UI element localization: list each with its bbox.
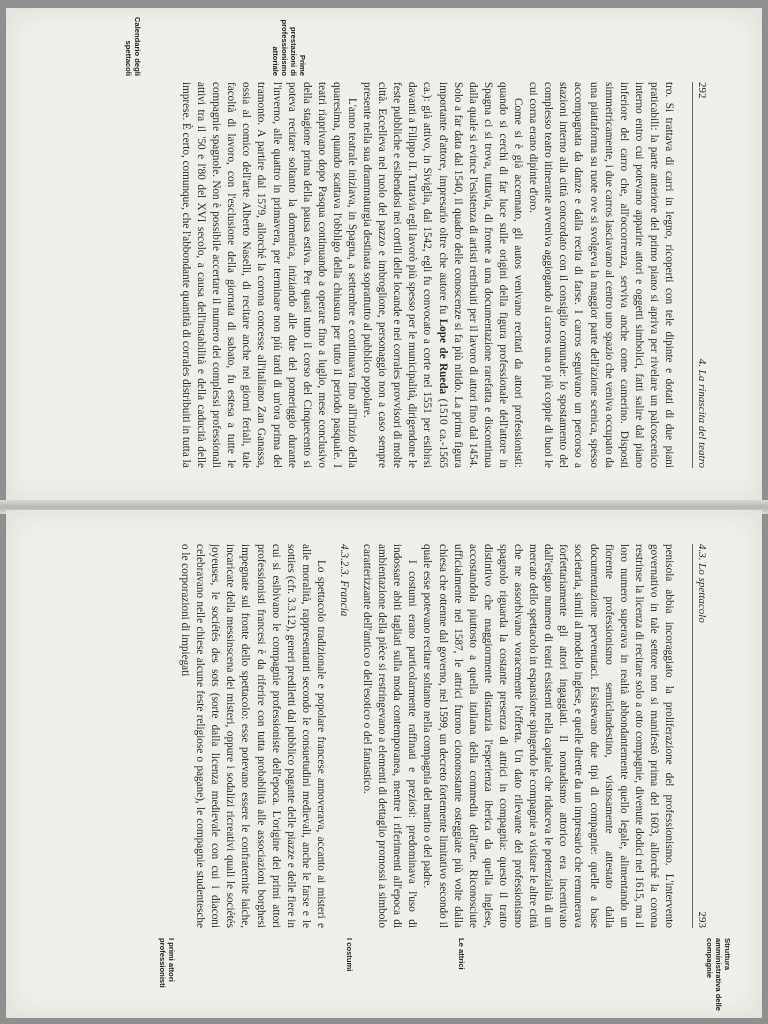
margin-note: Calendario degli spettacoli [124, 16, 142, 76]
margin-note: Prime prestazioni di professionismo attoriale [271, 19, 307, 76]
page-number: 293 [696, 911, 708, 928]
running-head: 4.3. Lo spettacolo [696, 544, 708, 623]
margin-note: I costumi [345, 938, 354, 972]
paragraph: Lo spettacolo tradizionale e popolare francese annoverava, accanto ai misteri e alle moralità, rappresentanti secondo le consuetudini medievali, anche le farse e le sotties (cfr. 3.3.12), generi prediletti dal pubblico pagante delle piazze e delle fiere in cui si esibivano le compagnie professioniste dell'epoca. L'origine dei primi attori professionisti francesi è da riferire con tutta probabilità alle associazioni borghesi impegnate sul fronte dello spettacolo: esse potevano essere le confraternite laiche, incaricate della messinscena dei misteri, oppure i sodalizi ricreativi quali le sociétés joyeuses, le sociétés des sots (sorte dalla licenza medievale con cui i diaconi celebravano nelle chiese alcune feste religiose o pagane), le compagnie studentesche o le corporazioni di impiegati [179, 544, 327, 928]
bold-name: Lope de Rueda [436, 318, 449, 395]
section-subheading: 4.3.2.3. Francia [338, 544, 351, 617]
left-page [6, 8, 762, 502]
margin-note: Le attrici [457, 938, 466, 970]
left-page-header [692, 82, 708, 468]
margin-note: I primi attori professionisti [158, 938, 176, 988]
paragraph: penisola abbia incoraggiato la proliferazione del professionismo. L'intervento governativo in tale settore non si manifestò prima del 1603, allorché la corona restrinse la licenza di recitare solo a otto compagnie, divenute dodici nel 1615, ma il loro numero superava in realtà abbondantemente quello legale, alimentando un fiorente professionismo semiclandestino, vistosamente attestato dalla documentazione pervenutaci. Esistevano due tipi di compagnie: quelle a base societaria, simili al modello inglese, e quelle dirette da un impresario che remunerava forfettariamente gli attori ingaggiati. Il nomadismo attorico era incentivato dall'esiguo numero di teatri esistenti nella capitale che riduceva le potenzialità di un mercato dello spettacolo in espansione spingendo le compagnie a visitare le altre città che ne assorbivano voracemente l'offerta. Un dato rilevante del professionismo spagnolo riguarda la costante presenza di attrici in compagnia: questo il tratto distintivo che maggiormente distanzia l'esperienza iberica da quella inglese, accostandola piuttosto a quella italiana della commedia dell'arte. Riconosciute ufficialmente nel 1587, le attrici furono ciononostante osteggiate più volte dalla chiesa che ottenne dal governo, nel 1599, un decreto fortemente limitativo secondo il quale esse potevano recitare soltanto nella compagnia del marito o del padre. [421, 544, 675, 928]
right-page-header [692, 544, 708, 928]
paragraph: Come si è già accennato, gli autos venivano recitati da attori professionisti: quando si cerchi di far luce sulle origini della figura professionale dell'attore in Spagna ci si trova, tuttavia, di fronte a una documentazione rarefatta e discontinua dalla quale si evince l'esistenza di artisti retribuiti per il lavoro di attori fino dal 1454. Solo a far data dal 1540, il quadro delle conoscenze si fa più nitido. La prima figura importante d'attore, impresario oltre che autore fu Lope de Rueda (1510 ca.-1565 ca.): già attivo, in Siviglia, dal 1542, egli fu convocato a corte nel 1551 per esibirsi davanti a Filippo II. Tuttavia egli lavorò più spesso per le municipalità, dirigendone le feste pubbliche e esibendosi nei cortili delle locande e nei corrales provvisori di molte città. Eccelleva nel ruolo del pazzo e imbroglione, personaggio non a caso sempre presente nella sua drammaturgia destinata soprattutto al pubblico popolare. [361, 82, 525, 468]
right-page [6, 510, 762, 1018]
body-text [32, 544, 676, 928]
body-text [32, 82, 676, 468]
paragraph: tro. Si trattava di carri in legno, ricoperti con tele dipinte e dotati di due piani praticabili: la parte anteriore del primo piano si apriva per rivelare un palcoscenico interno entro cui potevano apparire attori e oggetti simbolici, fatti salire dal piano inferiore del carro che, all'occorrenza, serviva anche come camerino. Disposti simmetricamente, i due carros lasciavano al centro uno spazio che veniva occupato da una piattaforma su ruote ove si svolgeva la maggior parte dell'azione scenica, spesso accompagnata da danze e dalla recita di farse. I carros seguivano un percorso a stazioni interno alla città concordato con il consiglio comunale: lo spostamento del complesso teatro itinerante avveniva aggiogando ai carros una o più coppie di buoi le cui corna erano dipinte d'oro. [527, 82, 675, 468]
paragraph: I costumi erano particolarmente raffinati e preziosi: predominava l'uso di indossare abiti tagliati sulla moda contemporanea, mentre i riferimenti all'epoca di ambientazione della pièce si restringevano a elementi di dettaglio promossi a simbolo caratterizzante dell'antico o dell'esotico o del fantastico. [361, 544, 419, 928]
margin-note: Struttura amministrativa delle compagnie [705, 938, 732, 1012]
page-number: 292 [696, 82, 708, 99]
paragraph: L'anno teatrale iniziava, in Spagna, a settembre e continuava fino all'inizio della quaresima, quando scattava l'obbligo della chiusura per tutto il periodo pasquale. I teatri riaprivano dopo Pasqua continuando a operare fino a luglio, mese conclusivo della stagione prima della pausa estiva. Per quasi tutto il corso del Cinquecento si poteva recitare soltanto la domenica, iniziando alle due del pomeriggio durante l'inverno, alle quattro in primavera, per terminare non più tardi di un'ora prima del tramonto. A partire dal 1579, allorché la corona concesse all'italiano Zan Ganassa, ossia al comico dell'arte Alberto Naselli, di recitare anche nei giorni feriali, tale facoltà di lavoro, con l'esclusione della giornata di sabato, fu estesa a tutte le compagnie spagnole. Non è possibile accertare il numero dei complessi professionali attivi tra il '50 e l'80 del XVI secolo, a causa dell'instabilità e della caducità delle imprese. È certo, comunque, che l'abbondante quantità di corrales distribuiti in tutta la [180, 82, 359, 468]
running-head: 4. La rinascita del teatro [696, 358, 708, 468]
